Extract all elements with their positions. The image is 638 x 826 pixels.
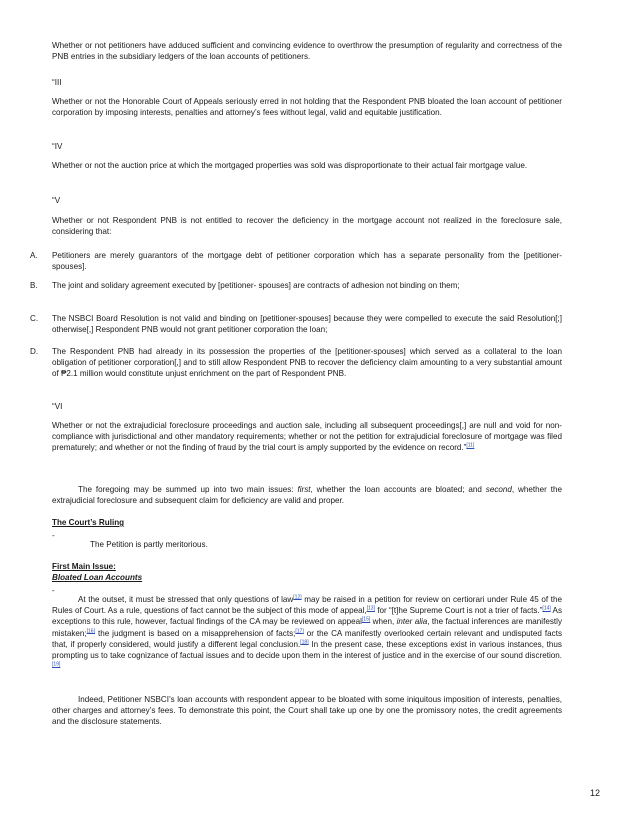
body-paragraph-bloated-accounts: Indeed, Petitioner NSBCI’s loan accounts with respondent appear to be bloated with some iniquitous imposition of interests, penalties, other charges and attorney’s fees. To demonstrate this point, the Court shall take up one by one the promissory notes, the credit agreements and the disclosure statements. <box>52 695 562 727</box>
summary-text: , whether the loan accounts are bloated; and <box>310 485 486 494</box>
body-text: As exceptions to this rule, however, factual findings of the CA may be reviewed on appeal <box>52 606 563 627</box>
body-text: when, <box>370 617 397 627</box>
footnote-link-11[interactable]: [11] <box>466 442 475 449</box>
footnote-link-17[interactable]: [17] <box>295 627 304 634</box>
issue-heading-vi: “VI <box>52 402 63 411</box>
section-heading-first-main-issue: First Main Issue: <box>52 562 116 571</box>
list-letter: D. <box>30 347 39 356</box>
footnote-link-12[interactable]: [12] <box>293 594 302 601</box>
list-letter: B. <box>30 281 38 290</box>
section-heading-court-ruling: The Court’s Ruling <box>52 518 125 527</box>
summary-text: The foregoing may be summed up into two main issues: <box>78 485 298 494</box>
ruling-text: The Petition is partly meritorious. <box>90 540 208 549</box>
list-text: The NSBCI Board Resolution is not valid and binding on [petitioner-spouses] because they were compelled to execute the said Resolution[;] otherwise[,] Respondent PNB would not grant petitioner corporation the loan; <box>52 314 562 335</box>
emphasis-inter-alia: inter alia <box>396 617 428 627</box>
body-text: In the present case, these exceptions exist in various instances, thus prompting us to take cognizance of factual issues and to decide upon them in the interest of justice and in the exercise of our sound discretion. <box>52 639 562 661</box>
footnote-link-14[interactable]: [14] <box>542 605 551 612</box>
issue-paragraph-5: Whether or not Respondent PNB is not entitled to recover the deficiency in the mortgage account not realized in the foreclosure sale, considering that: <box>52 216 562 237</box>
list-item-c <box>30 313 562 335</box>
footnote-link-13[interactable]: [13] <box>366 605 375 612</box>
dash-marker: - <box>52 531 55 540</box>
issue-paragraph-4: Whether or not the auction price at which the mortgaged properties was sold was disproportionate to their actual fair mortgage value. <box>52 161 528 170</box>
footnote-link-16[interactable]: [16] <box>86 627 95 634</box>
issue-heading-iii: “III <box>52 78 62 87</box>
list-item-a <box>30 250 562 272</box>
body-text: or the CA manifestly overlooked certain relevant and undisputed facts that, if properly considered, would justify a different legal conclusion. <box>52 628 562 649</box>
section-subheading-bloated-loan: Bloated Loan Accounts <box>52 573 143 582</box>
body-text: for “[t]he Supreme Court is not a trier of facts.” <box>374 606 543 616</box>
body-text: , the factual inferences are manifestly mistaken; <box>52 617 562 638</box>
list-item-b <box>30 280 562 291</box>
issue-paragraph-2: Whether or not petitioners have adduced sufficient and convincing evidence to overthrow the presumption of regularity and correctness of the PNB entries in the subsidiary ledgers of the loan accounts of petitioners. <box>52 41 562 62</box>
list-item-d <box>30 346 562 380</box>
issue-heading-iv: “IV <box>52 142 63 151</box>
page-number: 12 <box>590 788 601 798</box>
list-letter: A. <box>30 251 38 260</box>
issue-paragraph-6 <box>52 420 562 454</box>
list-letter: C. <box>30 314 39 323</box>
footnote-link-19[interactable]: [19] <box>52 661 61 668</box>
body-text: the judgment is based on a misapprehension of facts; <box>94 628 296 638</box>
summary-paragraph <box>52 484 562 506</box>
footnote-link-15[interactable]: [15] <box>361 616 371 623</box>
issue-paragraph-3: Whether or not the Honorable Court of Appeals seriously erred in not holding that the Respondent PNB bloated the loan account of petitioner corporation by imposing interests, penalties and attorney’s fees without legal, valid and equitable justification. <box>52 97 562 118</box>
summary-text: , whether the extrajudicial foreclosure and subsequent claim for deficiency are valid and proper. <box>52 485 562 506</box>
body-text: At the outset, it must be stressed that only questions of law <box>78 595 294 604</box>
emphasis-first: first <box>297 485 311 494</box>
issue-text: Whether or not the extrajudicial foreclosure proceedings and auction sale, including all subsequent proceedings[,] are null and void for non-compliance with jurisdictional and other mandatory requirements; whether or not the petition for extrajudicial foreclosure of mortgage was filed prematurely; and whether or not the finding of fraud by the trial court is amply supported by the evidence on record.” <box>52 421 562 453</box>
issue-heading-v: “V <box>52 196 61 205</box>
list-text: The joint and solidary agreement executed by [petitioner- spouses] are contracts of adhesion not binding on them; <box>52 281 460 290</box>
dash-marker: - <box>52 586 55 595</box>
body-text: may be raised in a petition for review on certiorari under Rule 45 of the Rules of Court. As a rule, questions of fact cannot be the subject of this mode of appeal, <box>52 595 563 616</box>
list-text: The Respondent PNB had already in its possession the properties of the [petitioner-spouses] which served as a collateral to the loan obligation of petitioner corporation[,] and to still allow Respondent PNB to recover the deficiency claim amounting to a very substantial amount of ₱2.1 million would constitute unjust enrichment on the part of Respondent PNB. <box>52 347 562 379</box>
footnote-link-18[interactable]: [18] <box>300 639 309 646</box>
list-text: Petitioners are merely guarantors of the mortgage debt of petitioner corporation which has a separate personality from the [petitioner-spouses]. <box>52 251 562 272</box>
body-paragraph-questions-of-law <box>52 594 562 672</box>
emphasis-second: second <box>485 485 512 494</box>
